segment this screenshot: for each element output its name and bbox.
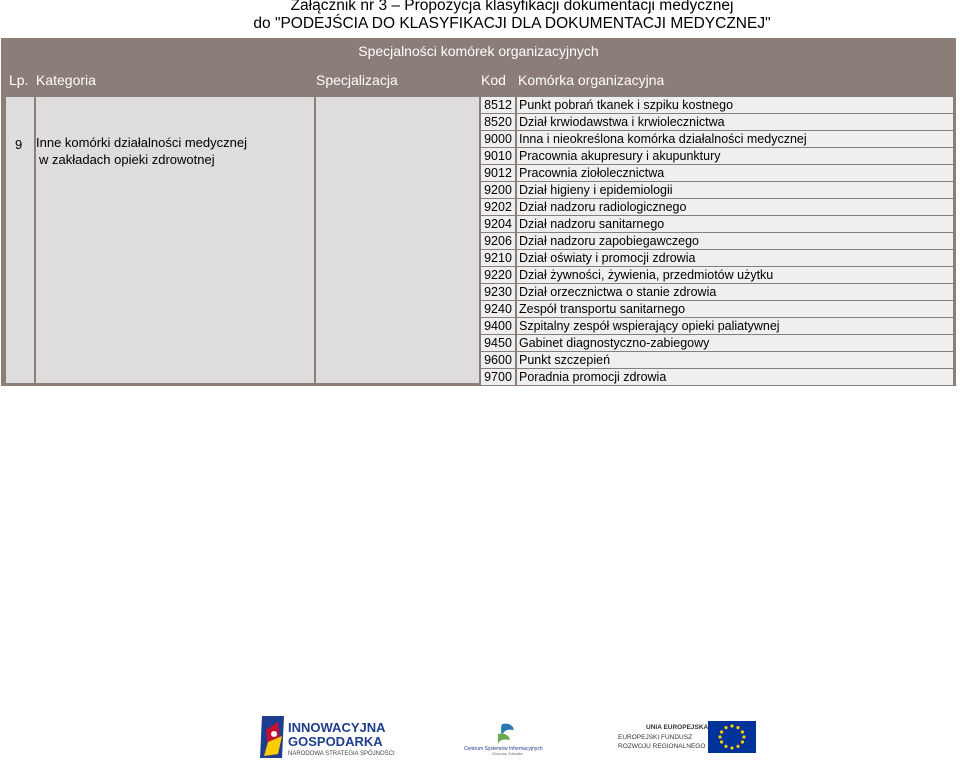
row-code: 9012 <box>481 165 515 181</box>
row-code: 9700 <box>481 369 515 385</box>
group-kategoria-line1: Inne komórki działalności medycznej <box>36 135 247 150</box>
row-unit-name: Dział nadzoru radiologicznego <box>517 199 953 215</box>
table-row <box>481 267 953 283</box>
column-header-lp: Lp. <box>9 72 29 88</box>
row-unit-name: Poradnia promocji zdrowia <box>517 369 953 385</box>
row-unit-name: Dział żywności, żywienia, przedmiotów użytku <box>517 267 953 283</box>
table-row <box>481 165 953 181</box>
specialties-table <box>1 38 956 386</box>
table-row <box>481 369 953 385</box>
row-code: 9200 <box>481 182 515 198</box>
row-unit-name: Dział nadzoru zapobiegawczego <box>517 233 953 249</box>
row-unit-name: Pracownia ziołolecznictwa <box>517 165 953 181</box>
row-code: 9600 <box>481 352 515 368</box>
table-row <box>481 148 953 164</box>
row-code: 8512 <box>481 97 515 113</box>
document-title-line2: do "PODEJŚCIA DO KLASYFIKACJI DLA DOKUMENTACJI MEDYCZNEJ" <box>253 15 771 32</box>
logo3-line2: EUROPEJSKI FUNDUSZ <box>618 734 693 741</box>
document-title-line1: Załącznik nr 3 – Propozycja klasyfikacji dokumentacji medycznej <box>290 0 734 14</box>
row-code: 9230 <box>481 284 515 300</box>
table-row <box>481 250 953 266</box>
logo2-line2: Ochrony Zdrowia <box>492 751 523 756</box>
table-row <box>481 284 953 300</box>
table-row <box>481 318 953 334</box>
row-unit-name: Zespół transportu sanitarnego <box>517 301 953 317</box>
row-unit-name: Dział orzecznictwa o stanie zdrowia <box>517 284 953 300</box>
row-code: 9450 <box>481 335 515 351</box>
logo2-line1: Centrum Systemów Informacyjnych <box>464 746 543 752</box>
table-row <box>481 352 953 368</box>
table-header-row <box>1 66 956 94</box>
footer-logos <box>0 700 960 772</box>
row-code: 9220 <box>481 267 515 283</box>
row-code: 8520 <box>481 114 515 130</box>
eu-logo <box>616 718 761 756</box>
logo1-line3: NARODOWA STRATEGIA SPÓJNOŚCI <box>288 751 395 757</box>
row-code: 9202 <box>481 199 515 215</box>
table-row <box>481 233 953 249</box>
row-code: 9206 <box>481 233 515 249</box>
logo1-line2: GOSPODARKA <box>288 734 383 749</box>
column-header-kod: Kod <box>481 72 506 88</box>
group-lp-cell <box>6 97 34 383</box>
row-code: 9204 <box>481 216 515 232</box>
table-row <box>481 114 953 130</box>
logo1-line1: INNOWACYJNA <box>288 720 386 735</box>
row-code: 9000 <box>481 131 515 147</box>
group-kategoria-cell <box>36 97 314 383</box>
row-code: 9400 <box>481 318 515 334</box>
group-specjalizacja-cell <box>316 97 479 383</box>
innowacyjna-gospodarka-logo <box>258 712 413 762</box>
logo3-line1: UNIA EUROPEJSKA <box>646 724 709 731</box>
row-unit-name: Dział oświaty i promocji zdrowia <box>517 250 953 266</box>
table-row <box>481 131 953 147</box>
row-unit-name: Inna i nieokreślona komórka działalności medycznej <box>517 131 953 147</box>
row-unit-name: Punkt pobrań tkanek i szpiku kostnego <box>517 97 953 113</box>
table-row <box>481 199 953 215</box>
row-unit-name: Dział higieny i epidemiologii <box>517 182 953 198</box>
group-kategoria <box>36 134 247 168</box>
row-unit-name: Punkt szczepień <box>517 352 953 368</box>
table-row <box>481 216 953 232</box>
table-body <box>1 94 956 386</box>
table-row <box>481 301 953 317</box>
group-lp: 9 <box>15 137 23 152</box>
logo3-line3: ROZWOJU REGIONALNEGO <box>618 743 706 750</box>
row-unit-name: Dział nadzoru sanitarnego <box>517 216 953 232</box>
column-header-komorka: Komórka organizacyjna <box>518 72 665 88</box>
table-row <box>481 182 953 198</box>
row-code: 9010 <box>481 148 515 164</box>
table-row <box>481 335 953 351</box>
row-unit-name: Pracownia akupresury i akupunktury <box>517 148 953 164</box>
table-row <box>481 97 953 113</box>
group-kategoria-line2: w zakładach opieki zdrowotnej <box>39 152 215 167</box>
row-code: 9210 <box>481 250 515 266</box>
column-header-kategoria: Kategoria <box>36 72 96 88</box>
csioz-logo <box>462 720 552 756</box>
row-unit-name: Dział krwiodawstwa i krwiolecznictwa <box>517 114 953 130</box>
column-header-specjalizacja: Specjalizacja <box>316 72 398 88</box>
table-caption: Specjalności komórek organizacyjnych <box>1 38 956 66</box>
row-unit-name: Szpitalny zespół wspierający opieki paliatywnej <box>517 318 953 334</box>
row-code: 9240 <box>481 301 515 317</box>
row-unit-name: Gabinet diagnostyczno-zabiegowy <box>517 335 953 351</box>
